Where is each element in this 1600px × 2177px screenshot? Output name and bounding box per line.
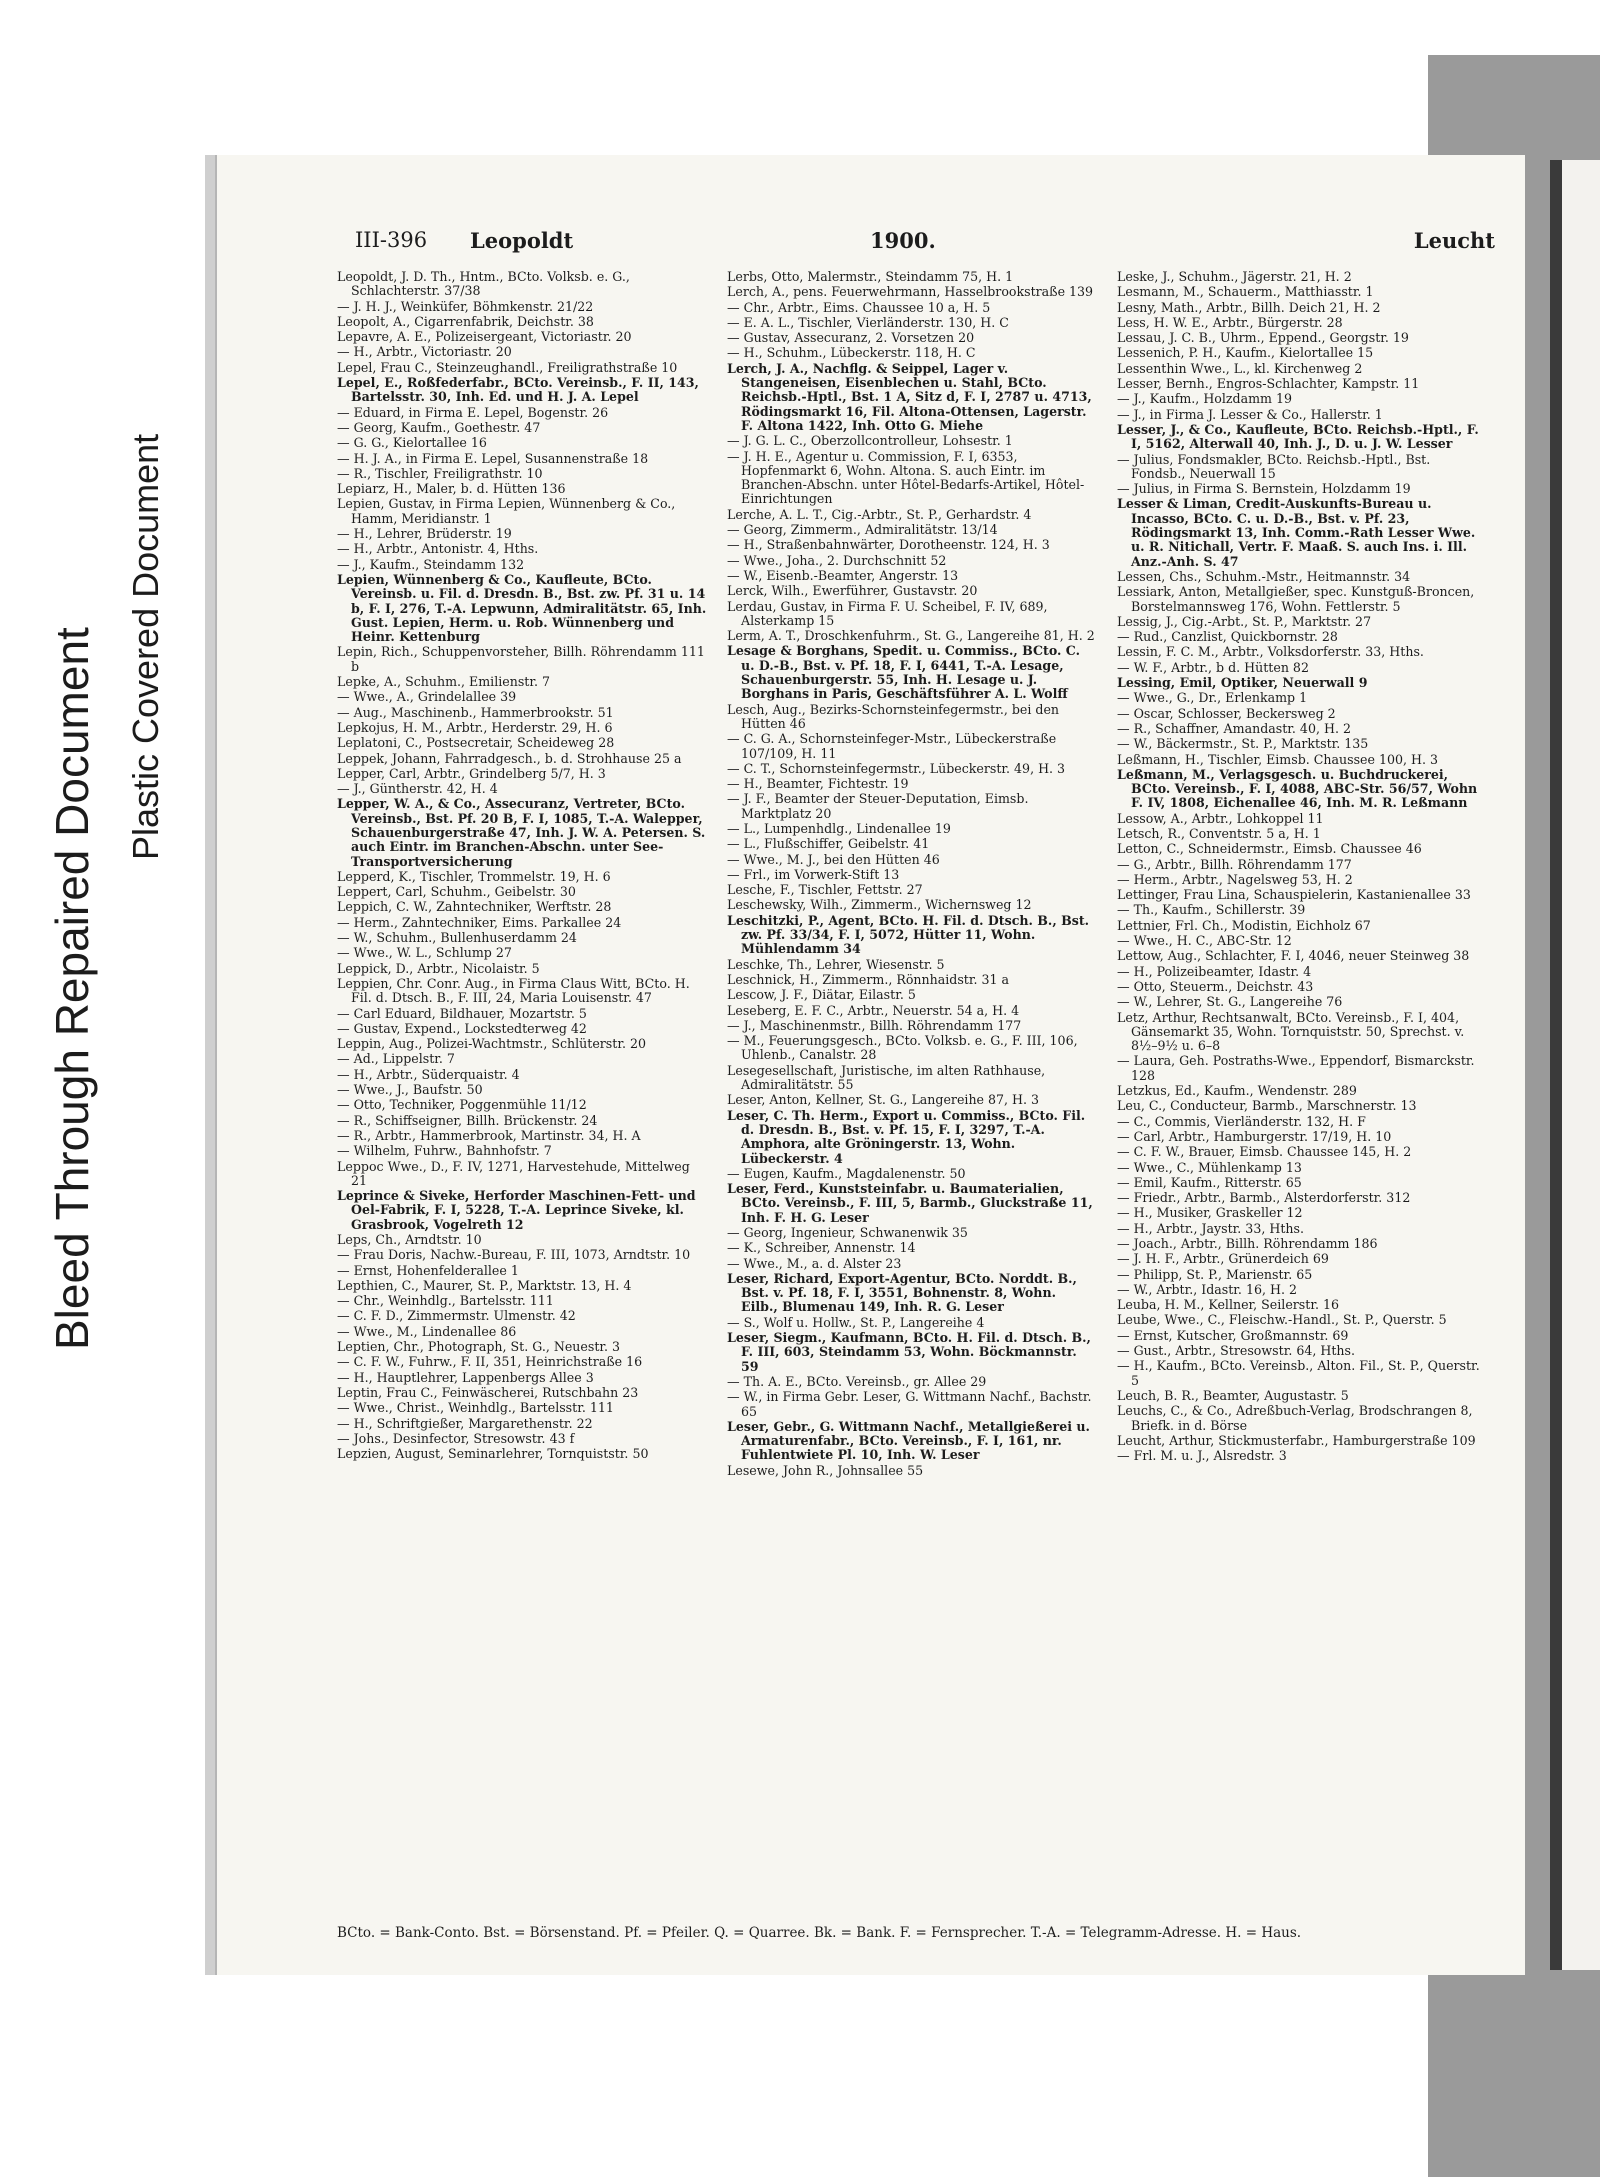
directory-entry: — M., Feuerungsgesch., BCto. Volksb. e. G., F. III, 106, Uhlenb., Canalstr. 28 xyxy=(727,1033,1078,1063)
directory-entry: Lepiarz, H., Maler, b. d. Hütten 136 xyxy=(337,481,566,497)
directory-entry: Leppin, Aug., Polizei-Wachtmstr., Schlüterstr. 20 xyxy=(337,1036,646,1052)
directory-entry: — H., Lehrer, Brüderstr. 19 xyxy=(337,526,512,542)
directory-entry: — Wwe., H. C., ABC-Str. 12 xyxy=(1117,933,1292,949)
directory-entry: — Laura, Geh. Postraths-Wwe., Eppendorf, Bismarckstr. 128 xyxy=(1117,1053,1475,1083)
directory-entry: — E. A. L., Tischler, Vierländerstr. 130, H. C xyxy=(727,314,1009,330)
directory-entry: — Wwe., M., Lindenallee 86 xyxy=(337,1323,517,1339)
label-plastic-covered: Plastic Covered Document xyxy=(125,433,166,860)
directory-entry: Letton, C., Schneidermstr., Eimsb. Chaussee 46 xyxy=(1117,841,1422,857)
page-header xyxy=(355,228,1495,264)
directory-entry: — Th. A. E., BCto. Vereinsb., gr. Allee 29 xyxy=(727,1373,987,1389)
directory-entry: — Wwe., Joha., 2. Durchschnitt 52 xyxy=(727,552,947,568)
header-first-word: Leopoldt xyxy=(470,228,574,253)
directory-entry: — Gustav, Expend., Lockstedterweg 42 xyxy=(337,1020,587,1036)
directory-entry: Lepien, Gustav, in Firma Lepien, Wünnenberg & Co., Hamm, Meridianstr. 1 xyxy=(337,496,676,526)
directory-entry: — Frl., im Vorwerk-Stift 13 xyxy=(727,866,900,882)
directory-entry: Lessiark, Anton, Metallgießer, spec. Kunstguß-Broncen, Borstelmannsweg 176, Wohn. Fettlerstr. 5 xyxy=(1117,584,1475,614)
directory-entry: Less, H. W. E., Arbtr., Bürgerstr. 28 xyxy=(1117,314,1343,330)
directory-entry: — H., Arbtr., Antonistr. 4, Hths. xyxy=(337,541,539,557)
directory-entry: Lepin, Rich., Schuppenvorsteher, Billh. Röhrendamm 111 b xyxy=(337,644,705,674)
directory-entry: Letsch, R., Conventstr. 5 a, H. 1 xyxy=(1117,825,1321,841)
directory-entry: Lesser, Bernh., Engros-Schlachter, Kampstr. 11 xyxy=(1117,376,1420,392)
directory-entry: — Herm., Arbtr., Nagelsweg 53, H. 2 xyxy=(1117,871,1353,887)
directory-entry: — Georg, Ingenieur, Schwanenwik 35 xyxy=(727,1225,968,1240)
directory-entry: Lepkojus, H. M., Arbtr., Herderstr. 29, H. 6 xyxy=(337,719,613,735)
directory-entry: Lepzien, August, Seminarlehrer, Tornquiststr. 50 xyxy=(337,1446,649,1462)
directory-entry: — H., Arbtr., Süderquaistr. 4 xyxy=(337,1066,520,1082)
directory-entry: Leschewsky, Wilh., Zimmerm., Wichernsweg 12 xyxy=(727,897,1032,913)
directory-entry: — Gust., Arbtr., Stresowstr. 64, Hths. xyxy=(1117,1343,1355,1359)
directory-entry: — Oscar, Schlosser, Beckersweg 2 xyxy=(1117,705,1336,721)
directory-entry: Letz, Arthur, Rechtsanwalt, BCto. Vereinsb., F. I, 404, Gänsemarkt 35, Wohn. Tornquiststr. 50, Sprechst. v. 8½–9½ u. 6–8 xyxy=(1117,1009,1465,1054)
directory-entry: — Johs., Desinfector, Stresowstr. 43 f xyxy=(337,1430,575,1446)
directory-entry: Leseberg, E. F. C., Arbtr., Neuerstr. 54 a, H. 4 xyxy=(727,1002,1020,1018)
directory-entry: Lepke, A., Schuhm., Emilienstr. 7 xyxy=(337,674,550,690)
directory-entry: Lesch, Aug., Bezirks-Schornsteinfegermstr., bei den Hütten 46 xyxy=(727,701,1060,731)
directory-entry: — J., in Firma J. Lesser & Co., Hallerstr. 1 xyxy=(1117,406,1383,422)
directory-entry: — K., Schreiber, Annenstr. 14 xyxy=(727,1240,916,1256)
directory-entry: — W., Lehrer, St. G., Langereihe 76 xyxy=(1117,994,1343,1010)
directory-entry: Lepthien, C., Maurer, St. P., Marktstr. 13, H. 4 xyxy=(337,1277,632,1293)
directory-entry: — W., in Firma Gebr. Leser, G. Wittmann Nachf., Bachstr. 65 xyxy=(727,1389,1092,1419)
directory-entry: Lettow, Aug., Schlachter, F. I, 4046, neuer Steinweg 38 xyxy=(1117,948,1470,964)
directory-entry: — H., Hauptlehrer, Lappenbergs Allee 3 xyxy=(337,1369,594,1385)
directory-entry: — Frl. M. u. J., Alsredstr. 3 xyxy=(1117,1448,1287,1464)
directory-entry: — Wwe., M. J., bei den Hütten 46 xyxy=(727,851,940,867)
directory-entry: — Wwe., M., a. d. Alster 23 xyxy=(727,1255,902,1271)
directory-entry: Leßmann, M., Verlagsgesch. u. Buchdruckerei, BCto. Vereinsb., F. I, 4088, ABC-Str. 56/57, Wohn F. IV, 1808, Eichenallee 46, Inh. M. R. Leßmann xyxy=(1117,766,1478,811)
page-number: III-396 xyxy=(355,228,428,252)
directory-entry: — Georg, Zimmerm., Admiralitätstr. 13/14 xyxy=(727,522,998,538)
directory-entry: — Frau Doris, Nachw.-Bureau, F. III, 1073, Arndtstr. 10 xyxy=(337,1247,691,1263)
label-bleed-through-repaired: Bleed Through Repaired Document xyxy=(46,627,98,1350)
side-labels xyxy=(0,0,190,2177)
directory-entry: Letzkus, Ed., Kaufm., Wendenstr. 289 xyxy=(1117,1083,1357,1099)
directory-entry: — W. F., Arbtr., b d. Hütten 82 xyxy=(1117,659,1309,675)
directory-entry: — Carl Eduard, Bildhauer, Mozartstr. 5 xyxy=(337,1005,587,1021)
directory-entry: — Ernst, Hohenfelderallee 1 xyxy=(337,1262,519,1278)
directory-entry: Lerch, J. A., Nachflg. & Seippel, Lager v. Stangeneisen, Eisenblechen u. Stahl, BCto. Reichsb.-Hptl., Bst. 1 A, Sitz d, F. I, 2787 u. 4713, Rödingsmarkt 16, Fil. Altona-Ottensen, Lagerstr. F. Altona 1422, Inh. Otto G. Miehe xyxy=(727,360,1092,433)
directory-entry: Lettnier, Frl. Ch., Modistin, Eichholz 67 xyxy=(1117,917,1371,933)
directory-entry: — Julius, in Firma S. Bernstein, Holzdamm 19 xyxy=(1117,481,1411,497)
directory-entry: — Chr., Arbtr., Eims. Chaussee 10 a, H. 5 xyxy=(727,299,991,315)
directory-entry: Leucht, Arthur, Stickmusterfabr., Hamburgerstraße 109 xyxy=(1117,1432,1476,1448)
directory-entry: Leppek, Johann, Fahrradgesch., b. d. Strohhause 25 a xyxy=(337,750,682,766)
directory-entry: — Wwe., C., Mühlenkamp 13 xyxy=(1117,1159,1302,1175)
directory-entry: Lessow, A., Arbtr., Lohkoppel 11 xyxy=(1117,810,1324,826)
directory-entry: Leuba, H. M., Kellner, Seilerstr. 16 xyxy=(1117,1297,1339,1313)
directory-entry: — Eugen, Kaufm., Magdalenenstr. 50 xyxy=(727,1165,966,1181)
directory-entry: Leptin, Frau C., Feinwäscherei, Rutschbahn 23 xyxy=(337,1384,639,1400)
directory-entry: — Emil, Kaufm., Ritterstr. 65 xyxy=(1117,1174,1302,1190)
header-year: 1900. xyxy=(870,228,936,253)
directory-entry: Lepavre, A. E., Polizeisergeant, Victoriastr. 20 xyxy=(337,329,632,345)
directory-entry: Leske, J., Schuhm., Jägerstr. 21, H. 2 xyxy=(1117,270,1352,284)
abbreviation-legend: BCto. = Bank-Conto. Bst. = Börsenstand. Pf. = Pfeiler. Q. = Quarree. Bk. = Bank. F. = Fernsprecher. T.-A. = Telegramm-Adresse. H. = Haus. xyxy=(337,1925,1302,1941)
directory-entry: — H., Kaufm., BCto. Vereinsb., Alton. Fil., St. P., Querstr. 5 xyxy=(1117,1358,1480,1388)
directory-entry: — Otto, Steuerm., Deichstr. 43 xyxy=(1117,978,1314,994)
directory-entry: Leser, Anton, Kellner, St. G., Langereihe 87, H. 3 xyxy=(727,1092,1040,1108)
directory-entry: — C. F. W., Fuhrw., F. II, 351, Heinrichstraße 16 xyxy=(337,1354,643,1370)
directory-entry: Leschitzki, P., Agent, BCto. H. Fil. d. Dtsch. B., Bst. zw. Pf. 33/34, F. I, 5072, Hütter 11, Wohn. Mühlendamm 34 xyxy=(727,912,1090,957)
directory-entry: — Gustav, Assecuranz, 2. Vorsetzen 20 xyxy=(727,330,975,346)
directory-entry: — G. G., Kielortallee 16 xyxy=(337,435,487,451)
directory-entry: Leßmann, H., Tischler, Eimsb. Chaussee 100, H. 3 xyxy=(1117,751,1439,767)
directory-entry: Lessig, J., Cig.-Arbt., St. P., Marktstr. 27 xyxy=(1117,613,1372,629)
directory-entry: — C. G. A., Schornsteinfeger-Mstr., Lübeckerstraße 107/109, H. 11 xyxy=(727,731,1057,761)
facing-page-edge xyxy=(1562,160,1600,1970)
directory-entry: Lesche, F., Tischler, Fettstr. 27 xyxy=(727,882,923,898)
directory-entry: Lerche, A. L. T., Cig.-Arbtr., St. P., Gerhardstr. 4 xyxy=(727,506,1032,522)
directory-entry: — W., Arbtr., Idastr. 16, H. 2 xyxy=(1117,1281,1297,1297)
directory-entry: Lesny, Math., Arbtr., Billh. Deich 21, H. 2 xyxy=(1117,299,1381,315)
directory-entry: Lessenich, P. H., Kaufm., Kielortallee 15 xyxy=(1117,345,1374,361)
directory-entry: — R., Arbtr., Hammerbrook, Martinstr. 34, H. A xyxy=(337,1127,641,1143)
directory-entry: Lesmann, M., Schauerm., Matthiasstr. 1 xyxy=(1117,284,1374,300)
directory-entry: — H., Musiker, Graskeller 12 xyxy=(1117,1205,1303,1221)
directory-entry: Lerch, A., pens. Feuerwehrmann, Hasselbrookstraße 139 xyxy=(727,284,1094,300)
directory-entry: — L., Lumpenhdlg., Lindenallee 19 xyxy=(727,820,951,836)
directory-entry: Lepel, E., Roßfederfabr., BCto. Vereinsb., F. II, 143, Bartelsstr. 30, Inh. Ed. und H. J. A. Lepel xyxy=(337,375,699,405)
directory-entry: Lessau, J. C. B., Uhrm., Eppend., Georgstr. 19 xyxy=(1117,330,1409,346)
directory-entry: — Carl, Arbtr., Hamburgerstr. 17/19, H. 10 xyxy=(1117,1128,1392,1144)
directory-entry: — Aug., Maschinenb., Hammerbrookstr. 51 xyxy=(337,704,614,720)
directory-entry: Leppich, C. W., Zahntechniker, Werftstr. 28 xyxy=(337,899,612,915)
directory-entry: Lessin, F. C. M., Arbtr., Volksdorferstr. 33, Hths. xyxy=(1117,644,1424,660)
directory-entry: — Wwe., J., Baufstr. 50 xyxy=(337,1082,483,1098)
directory-entry: — R., Schiffseigner, Billh. Brückenstr. 24 xyxy=(337,1112,598,1128)
directory-entry: — W., Eisenb.-Beamter, Angerstr. 13 xyxy=(727,567,959,583)
directory-entry: — Wilhelm, Fuhrw., Bahnhofstr. 7 xyxy=(337,1143,552,1159)
directory-entry: Leser, Richard, Export-Agentur, BCto. Norddt. B., Bst. v. Pf. 18, F. I, 3551, Bohnenstr. 8, Wohn. Eilb., Blumenau 149, Inh. R. G. Leser xyxy=(727,1270,1077,1315)
directory-entry: Leuch, B. R., Beamter, Augustastr. 5 xyxy=(1117,1387,1349,1403)
directory-entry: — H., Polizeibeamter, Idastr. 4 xyxy=(1117,963,1312,979)
top-margin xyxy=(0,0,1600,55)
directory-entry: — H., Beamter, Fichtestr. 19 xyxy=(727,776,909,792)
directory-entry: Leopolt, A., Cigarrenfabrik, Deichstr. 38 xyxy=(337,313,594,329)
directory-column-2 xyxy=(727,270,1097,1915)
directory-entry: Lescow, J. F., Diätar, Eilastr. 5 xyxy=(727,987,916,1003)
directory-entry: Leschke, Th., Lehrer, Wiesenstr. 5 xyxy=(727,956,945,972)
directory-entry: Leu, C., Conducteur, Barmb., Marschnerstr. 13 xyxy=(1117,1098,1417,1114)
directory-entry: Leppert, Carl, Schuhm., Geibelstr. 30 xyxy=(337,884,576,900)
directory-entry: Lessing, Emil, Optiker, Neuerwall 9 xyxy=(1117,675,1368,691)
directory-entry: Lerck, Wilh., Ewerführer, Gustavstr. 20 xyxy=(727,583,978,599)
directory-entry: Lesewe, John R., Johnsallee 55 xyxy=(727,1462,924,1478)
directory-entry: — Wwe., G., Dr., Erlenkamp 1 xyxy=(1117,690,1308,706)
directory-entry: — Rud., Canzlist, Quickbornstr. 28 xyxy=(1117,629,1338,645)
directory-entry: — Herm., Zahntechniker, Eims. Parkallee 24 xyxy=(337,914,622,930)
directory-entry: Leps, Ch., Arndtstr. 10 xyxy=(337,1232,482,1247)
directory-entry: Leprince & Siveke, Herforder Maschinen-Fett- und Oel-Fabrik, F. I, 5228, T.-A. Leprince Siveke, kl. Grasbrook, Vogelreth 12 xyxy=(337,1188,696,1232)
directory-entry: — J., Kaufm., Holzdamm 19 xyxy=(1117,391,1293,407)
directory-entry: — Wwe., Christ., Weinhdlg., Bartelsstr. 111 xyxy=(337,1400,614,1416)
directory-entry: Leser, Siegm., Kaufmann, BCto. H. Fil. d. Dtsch. B., F. III, 603, Steindamm 53, Wohn. Böckmannstr. 59 xyxy=(727,1330,1091,1374)
directory-entry: Lepperd, K., Tischler, Trommelstr. 19, H. 6 xyxy=(337,868,611,884)
directory-entry: — J., Maschinenmstr., Billh. Röhrendamm 177 xyxy=(727,1017,1022,1033)
directory-entry: — J. F., Beamter der Steuer-Deputation, Eimsb. Marktplatz 20 xyxy=(727,791,1029,821)
directory-entry: — Wwe., A., Grindelallee 39 xyxy=(337,689,517,705)
directory-entry: — Joach., Arbtr., Billh. Röhrendamm 186 xyxy=(1117,1236,1378,1251)
directory-entry: — Georg, Kaufm., Goethestr. 47 xyxy=(337,419,541,435)
directory-column-3 xyxy=(1117,270,1487,1915)
directory-entry: — J. H. J., Weinküfer, Böhmkenstr. 21/22 xyxy=(337,298,594,314)
directory-entry: — W., Bäckermstr., St. P., Marktstr. 135 xyxy=(1117,736,1369,752)
directory-entry: — C. F. W., Brauer, Eimsb. Chaussee 145, H. 2 xyxy=(1117,1144,1412,1160)
directory-entry: — H. J. A., in Firma E. Lepel, Susannenstraße 18 xyxy=(337,450,649,466)
directory-entry: Lesser, J., & Co., Kaufleute, BCto. Reichsb.-Hptl., F. I, 5162, Alterwall 40, Inh. J., D. u. J. W. Lesser xyxy=(1117,421,1479,452)
directory-entry: Leube, Wwe., C., Fleischw.-Handl., St. P., Querstr. 5 xyxy=(1117,1312,1447,1328)
directory-entry: — Otto, Techniker, Poggenmühle 11/12 xyxy=(337,1097,587,1113)
directory-entry: Leplatoni, C., Postsecretair, Scheideweg 28 xyxy=(337,735,615,751)
directory-entry: — Julius, Fondsmakler, BCto. Reichsb.-Hptl., Bst. Fondsb., Neuerwall 15 xyxy=(1117,451,1431,481)
directory-entry: — Ernst, Kutscher, Großmannstr. 69 xyxy=(1117,1327,1349,1343)
directory-entry: Leppien, Chr. Conr. Aug., in Firma Claus Witt, BCto. H. Fil. d. Dtsch. B., F. III, 24, Maria Louisenstr. 47 xyxy=(337,975,690,1006)
directory-entry: — H., Schuhm., Lübeckerstr. 118, H. C xyxy=(727,345,976,361)
directory-entry: — Chr., Weinhdlg., Bartelsstr. 111 xyxy=(337,1293,554,1309)
directory-entry: — C. F. D., Zimmermstr. Ulmenstr. 42 xyxy=(337,1308,576,1324)
directory-entry: — R., Tischler, Freiligrathstr. 10 xyxy=(337,465,543,481)
directory-entry: Leschnick, H., Zimmerm., Rönnhaidstr. 31 a xyxy=(727,971,1010,987)
directory-entry: Leuchs, C., & Co., Adreßbuch-Verlag, Brodschrangen 8, Briefk. in d. Börse xyxy=(1117,1403,1473,1433)
directory-entry: — Philipp, St. P., Marienstr. 65 xyxy=(1117,1266,1313,1282)
directory-entry: Lerdau, Gustav, in Firma F. U. Scheibel, F. IV, 689, Alsterkamp 15 xyxy=(727,598,1048,628)
directory-entry: — Eduard, in Firma E. Lepel, Bogenstr. 26 xyxy=(337,404,609,420)
directory-entry: — R., Schaffner, Amandastr. 40, H. 2 xyxy=(1117,720,1351,736)
directory-entry: — J. H. E., Agentur u. Commission, F. I, 6353, Hopfenmarkt 6, Wohn. Altona. S. auch Eintr. im Branchen-Abschn. unter Hôtel-Bedarfs-Artikel, Hôtel-Einrichtungen xyxy=(727,448,1085,507)
directory-entry: — W., Schuhm., Bullenhuserdamm 24 xyxy=(337,930,577,946)
directory-entry: Lesser & Liman, Credit-Auskunfts-Bureau u. Incasso, BCto. C. u. D.-B., Bst. v. Pf. 23, Rödingsmarkt 13, Inh. Comm.-Rath Lesser Wwe. u. R. Nitichall, Vertr. F. Maaß. S. auch Ins. i. Ill. Anz.-Anh. S. 47 xyxy=(1117,496,1476,569)
directory-column-1 xyxy=(337,270,707,1915)
directory-entry: Lettinger, Frau Lina, Schauspielerin, Kastanienallee 33 xyxy=(1117,887,1471,903)
directory-entry: Leser, C. Th. Herm., Export u. Commiss., BCto. Fil. d. Dresdn. B., Bst. v. Pf. 15, F. I, 3297, T.-A. Amphora, alte Gröningerstr. 13, Wohn. Lübeckerstr. 4 xyxy=(727,1107,1086,1166)
directory-entry: — Friedr., Arbtr., Barmb., Alsterdorferstr. 312 xyxy=(1117,1190,1411,1206)
directory-entry: — J. H. F., Arbtr., Grünerdeich 69 xyxy=(1117,1251,1329,1267)
directory-entry: Leppoc Wwe., D., F. IV, 1271, Harvestehude, Mittelweg 21 xyxy=(337,1158,690,1188)
directory-entry: — S., Wolf u. Hollw., St. P., Langereihe 4 xyxy=(727,1314,985,1330)
directory-entry: Lepper, Carl, Arbtr., Grindelberg 5/7, H. 3 xyxy=(337,765,606,781)
directory-entry: Lepien, Wünnenberg & Co., Kaufleute, BCto. Vereinsb. u. Fil. d. Dresdn. B., Bst. zw. Pf. 31 u. 14 b, F. I, 276, T.-A. Lepwunn, Admiralitätstr. 65, Inh. Gust. Lepien, Herm. u. Rob. Wünnenberg und Heinr. Kettenburg xyxy=(337,571,707,645)
directory-entry: Leser, Ferd., Kunststeinfabr. u. Baumaterialien, BCto. Vereinsb., F. III, 5, Barmb., Gluckstraße 11, Inh. F. H. G. Leser xyxy=(727,1181,1093,1225)
book-gutter xyxy=(1550,160,1562,1970)
directory-entry: — Th., Kaufm., Schillerstr. 39 xyxy=(1117,902,1306,918)
directory-entry: — L., Flußschiffer, Geibelstr. 41 xyxy=(727,836,930,852)
directory-entry: — H., Arbtr., Jaystr. 33, Hths. xyxy=(1117,1220,1304,1236)
directory-entry: — H., Schriftgießer, Margarethenstr. 22 xyxy=(337,1415,593,1431)
directory-entry: Lerbs, Otto, Malermstr., Steindamm 75, H. 1 xyxy=(727,270,1014,284)
directory-entry: Lerm, A. T., Droschkenfuhrm., St. G., Langereihe 81, H. 2 xyxy=(727,628,1095,644)
directory-entry: — C. T., Schornsteinfegermstr., Lübeckerstr. 49, H. 3 xyxy=(727,760,1066,776)
header-last-word: Leucht xyxy=(1413,228,1495,253)
directory-entry: Lesage & Borghans, Spedit. u. Commiss., BCto. C. u. D.-B., Bst. v. Pf. 18, F. I, 6441, T.-A. Lesage, Schauenburgerstr. 55, Inh. H. Lesage u. J. Borghans in Paris, Geschäftsführer A. L. Wolff xyxy=(727,643,1080,702)
directory-entry: — H., Arbtr., Victoriastr. 20 xyxy=(337,344,512,360)
directory-entry: Leopoldt, J. D. Th., Hntm., BCto. Volksb. e. G., Schlachterstr. 37/38 xyxy=(337,270,630,299)
directory-entry: — J. G. L. C., Oberzollcontrolleur, Lohsestr. 1 xyxy=(727,433,1013,449)
directory-entry: — Ad., Lippelstr. 7 xyxy=(337,1051,455,1067)
directory-entry: Lessen, Chs., Schuhm.-Mstr., Heitmannstr. 34 xyxy=(1117,568,1411,584)
directory-entry: — H., Straßenbahnwärter, Dorotheenstr. 124, H. 3 xyxy=(727,537,1050,553)
directory-entry: — Wwe., W. L., Schlump 27 xyxy=(337,945,512,961)
directory-entry: Lessenthin Wwe., L., kl. Kirchenweg 2 xyxy=(1117,360,1363,376)
directory-entry: — G., Arbtr., Billh. Röhrendamm 177 xyxy=(1117,856,1352,872)
directory-entry: Leptien, Chr., Photograph, St. G., Neuestr. 3 xyxy=(337,1339,621,1355)
directory-entry: Lesegesellschaft, Juristische, im alten Rathhause, Admiralitätstr. 55 xyxy=(727,1062,1046,1093)
directory-entry: Lepper, W. A., & Co., Assecuranz, Vertreter, BCto. Vereinsb., Bst. Pf. 20 B, F. I, 1085, T.-A. Walepper, Schauenburgerstraße 47, Inh. J. W. A. Petersen. S. auch Eintr. im Branchen-Abschn. unter See-Transportversicherung xyxy=(337,796,706,869)
directory-entry: Leppick, D., Arbtr., Nicolaistr. 5 xyxy=(337,960,540,976)
directory-entry: — J., Kaufm., Steindamm 132 xyxy=(337,556,525,572)
directory-entry: — J., Güntherstr. 42, H. 4 xyxy=(337,781,498,797)
directory-entry: Lepel, Frau C., Steinzeughandl., Freiligrathstraße 10 xyxy=(337,359,678,375)
directory-entry: Leser, Gebr., G. Wittmann Nachf., Metallgießerei u. Armaturenfabr., BCto. Vereinsb., F. I, 161, nr. Fuhlentwiete Pl. 10, Inh. W. Leser xyxy=(727,1418,1090,1463)
directory-entry: — C., Commis, Vierländerstr. 132, H. F xyxy=(1117,1113,1366,1129)
